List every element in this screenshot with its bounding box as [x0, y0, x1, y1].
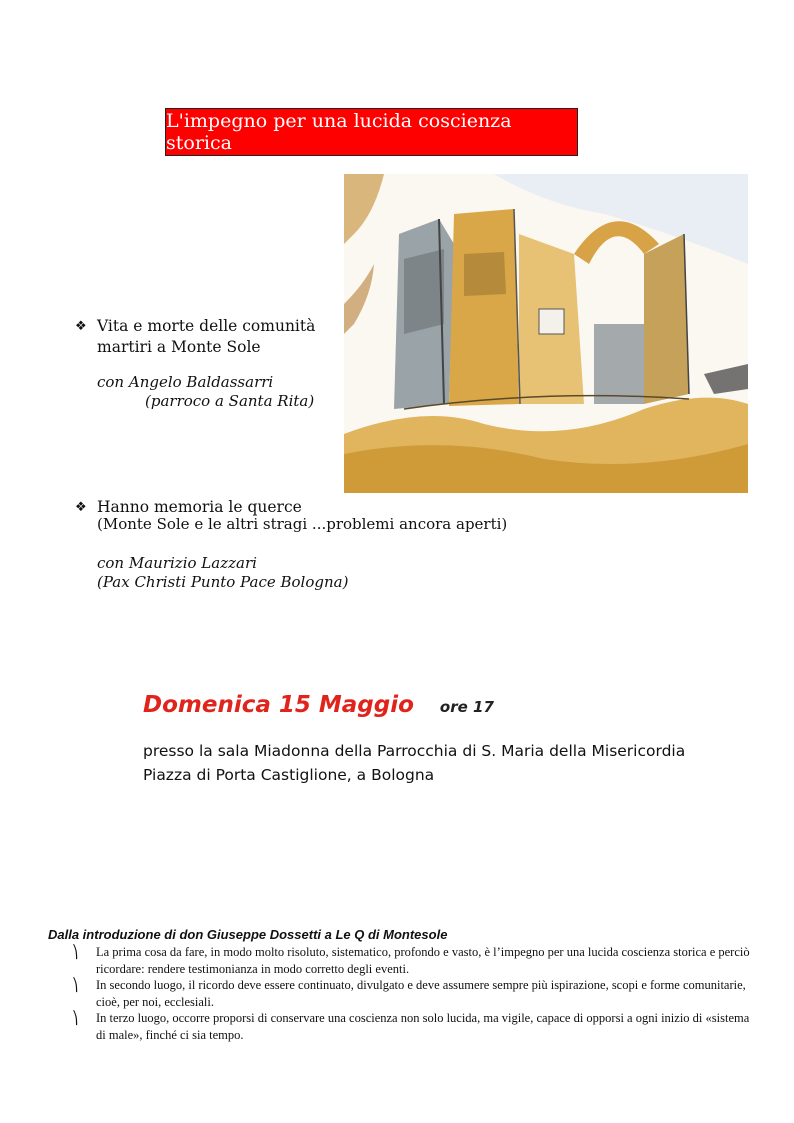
- event-1-title-line-1: Vita e morte delle comunità: [97, 317, 316, 335]
- event-1-speaker-role: (parroco a Santa Rita): [145, 392, 315, 410]
- event-schedule: [143, 692, 494, 718]
- bullet-marker-icon: ⎞: [72, 945, 79, 959]
- bullet-marker-icon: ⎞: [72, 1011, 79, 1025]
- event-time: ore 17: [439, 698, 494, 716]
- venue-line-1: presso la sala Miadonna della Parrocchia di S. Maria della Misericordia: [143, 742, 686, 760]
- intro-point-1: La prima cosa da fare, in modo molto risoluto, sistematico, profondo e vasto, è l’impegno per una lucida coscienza storica e perciò ricordare: rendere testimonianza in modo corretto degli eventi.: [96, 945, 750, 976]
- event-2-speaker-role: (Pax Christi Punto Pace Bologna): [97, 573, 349, 591]
- event-venue: [143, 739, 685, 787]
- event-1-title-line-2: martiri a Monte Sole: [97, 338, 261, 356]
- church-ruins-illustration: [344, 174, 748, 493]
- event-2-title-text: Hanno memoria le querce: [97, 498, 302, 516]
- bullet-marker-icon: ⎞: [72, 978, 79, 992]
- intro-point-2: In secondo luogo, il ricordo deve essere continuato, divulgato e deve assumere sempre più ispirazione, scopi e forme comunitarie, cioè, per noi, ecclesiali.: [96, 978, 746, 1009]
- event-2-speaker: con Maurizio Lazzari: [97, 554, 257, 572]
- intro-point-3: In terzo luogo, occorre proporsi di conservare una coscienza non solo lucida, ma vigile, capace di opporsi a ogni inizio di «sistema di male», finché ci sia tempo.: [96, 1011, 750, 1042]
- intro-points: [70, 944, 750, 1043]
- intro-heading: Dalla introduzione di don Giuseppe Dossetti a Le Q di Montesole: [48, 927, 448, 942]
- diamond-bullet-icon: ❖: [75, 500, 87, 515]
- list-item: [70, 1010, 750, 1043]
- list-item: [70, 944, 750, 977]
- diamond-bullet-icon: ❖: [75, 319, 87, 334]
- event-2-subtitle: (Monte Sole e le altri stragi ...problemi ancora aperti): [97, 515, 508, 533]
- list-item: [70, 977, 750, 1010]
- header-title-box: [165, 108, 578, 156]
- page-title: L'impegno per una lucida coscienza storica: [166, 110, 512, 154]
- event-date: Domenica 15 Maggio: [143, 692, 414, 718]
- venue-line-2: Piazza di Porta Castiglione, a Bologna: [143, 766, 435, 784]
- event-1-title: [75, 316, 335, 360]
- event-1-speaker: con Angelo Baldassarri: [97, 373, 274, 391]
